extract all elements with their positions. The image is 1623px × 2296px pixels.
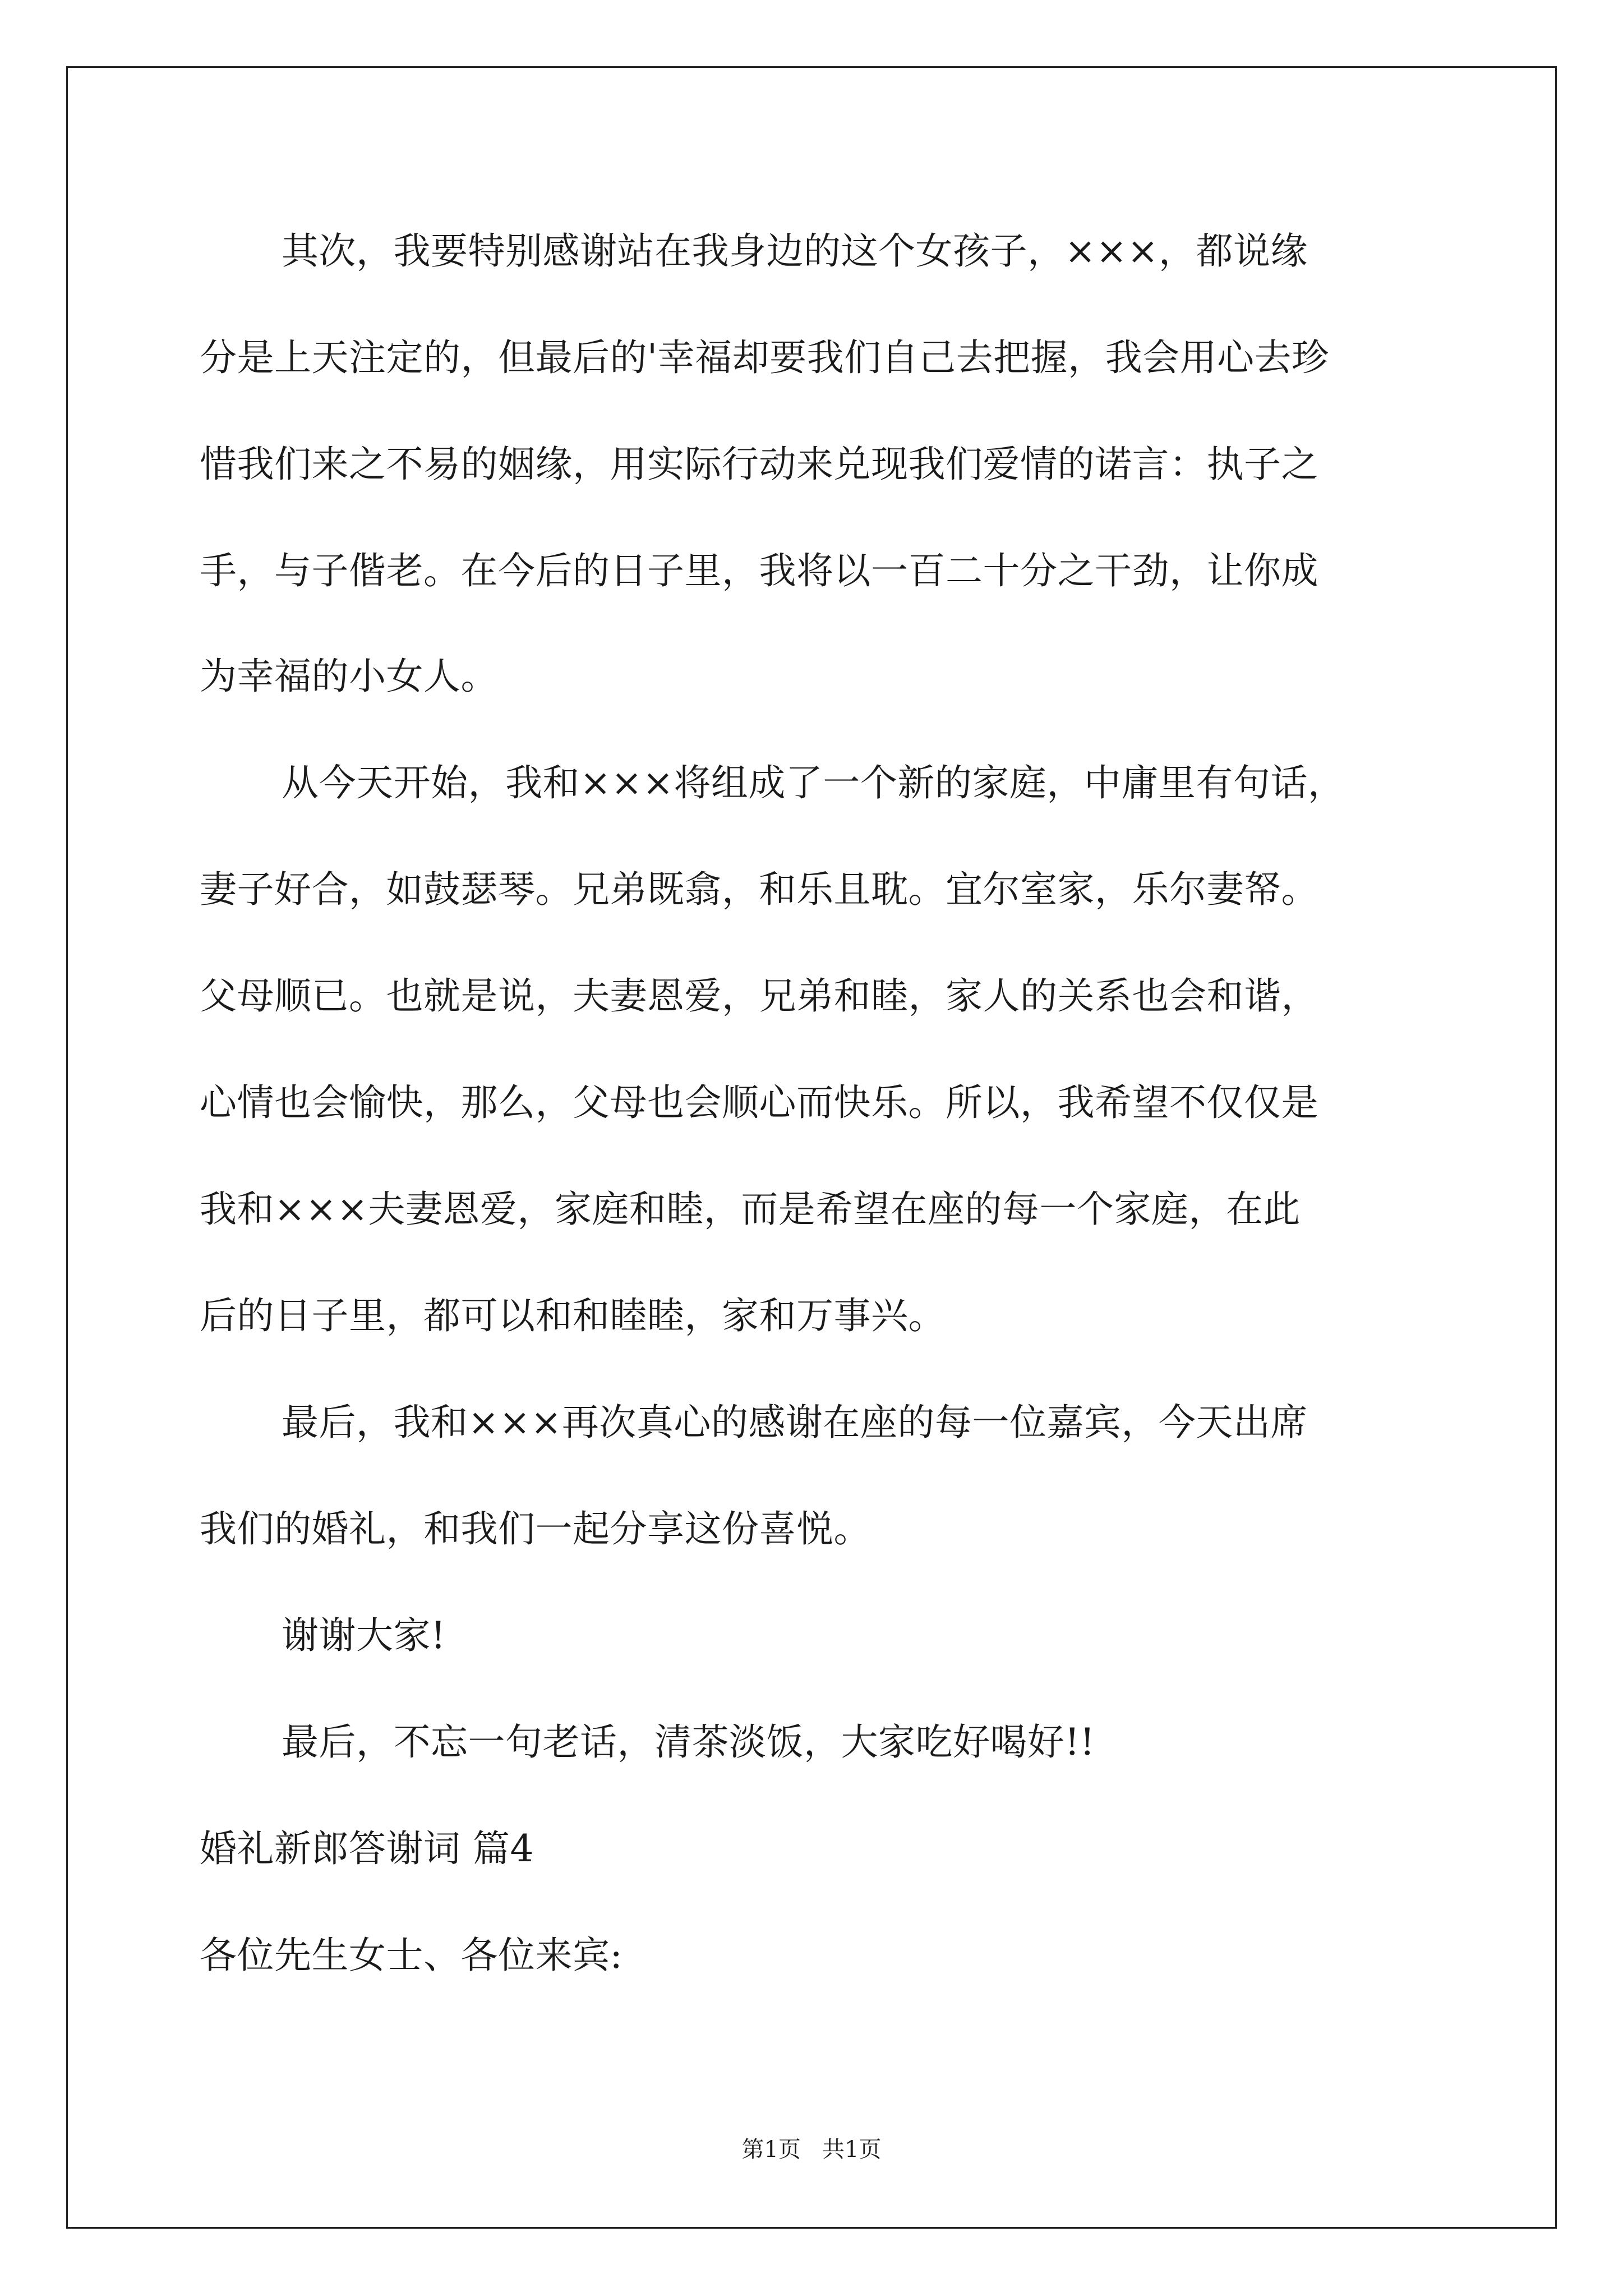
paragraph-2-line-5: 我和×××夫妻恩爱，家庭和睦，而是希望在座的每一个家庭，在此 xyxy=(200,1188,1301,1231)
paragraph-1-line-1: 其次，我要特别感谢站在我身边的这个女孩子，×××，都说缘 xyxy=(282,229,1308,273)
paragraph-3-line-2: 我们的婚礼，和我们一起分享这份喜悦。 xyxy=(200,1507,871,1550)
paragraph-1-line-2: 分是上天注定的，但最后的'幸福却要我们自己去把握，我会用心去珍 xyxy=(200,336,1329,379)
paragraph-2-line-2: 妻子好合，如鼓瑟琴。兄弟既翕，和乐且耽。宜尔室家，乐尔妻帑。 xyxy=(200,868,1318,911)
salutation: 各位先生女士、各位来宾: xyxy=(200,1934,623,1977)
paragraph-1-line-5: 为幸福的小女人。 xyxy=(200,655,498,698)
paragraph-2-line-3: 父母顺已。也就是说，夫妻恩爱，兄弟和睦，家人的关系也会和谐， xyxy=(200,974,1318,1018)
paragraph-2-line-4: 心情也会愉快，那么，父母也会顺心而快乐。所以，我希望不仅仅是 xyxy=(200,1081,1318,1124)
paragraph-2-line-6: 后的日子里，都可以和和睦睦，家和万事兴。 xyxy=(200,1294,946,1337)
section-heading: 婚礼新郎答谢词 篇4 xyxy=(200,1827,534,1870)
paragraph-3-line-1: 最后，我和×××再次真心的感谢在座的每一位嘉宾，今天出席 xyxy=(282,1401,1308,1444)
paragraph-1-line-3: 惜我们来之不易的姻缘，用实际行动来兑现我们爱情的诺言：执子之 xyxy=(200,443,1318,486)
page-footer: 第1页 共1页 xyxy=(741,2137,882,2162)
paragraph-2-line-1: 从今天开始，我和×××将组成了一个新的家庭，中庸里有句话， xyxy=(282,761,1345,804)
paragraph-4-line-1: 谢谢大家! xyxy=(282,1614,446,1657)
paragraph-5-line-1: 最后，不忘一句老话，清茶淡饭，大家吃好喝好!! xyxy=(282,1720,1095,1764)
page-border xyxy=(66,66,1557,2229)
paragraph-1-line-4: 手，与子偕老。在今后的日子里，我将以一百二十分之干劲，让你成 xyxy=(200,549,1318,592)
